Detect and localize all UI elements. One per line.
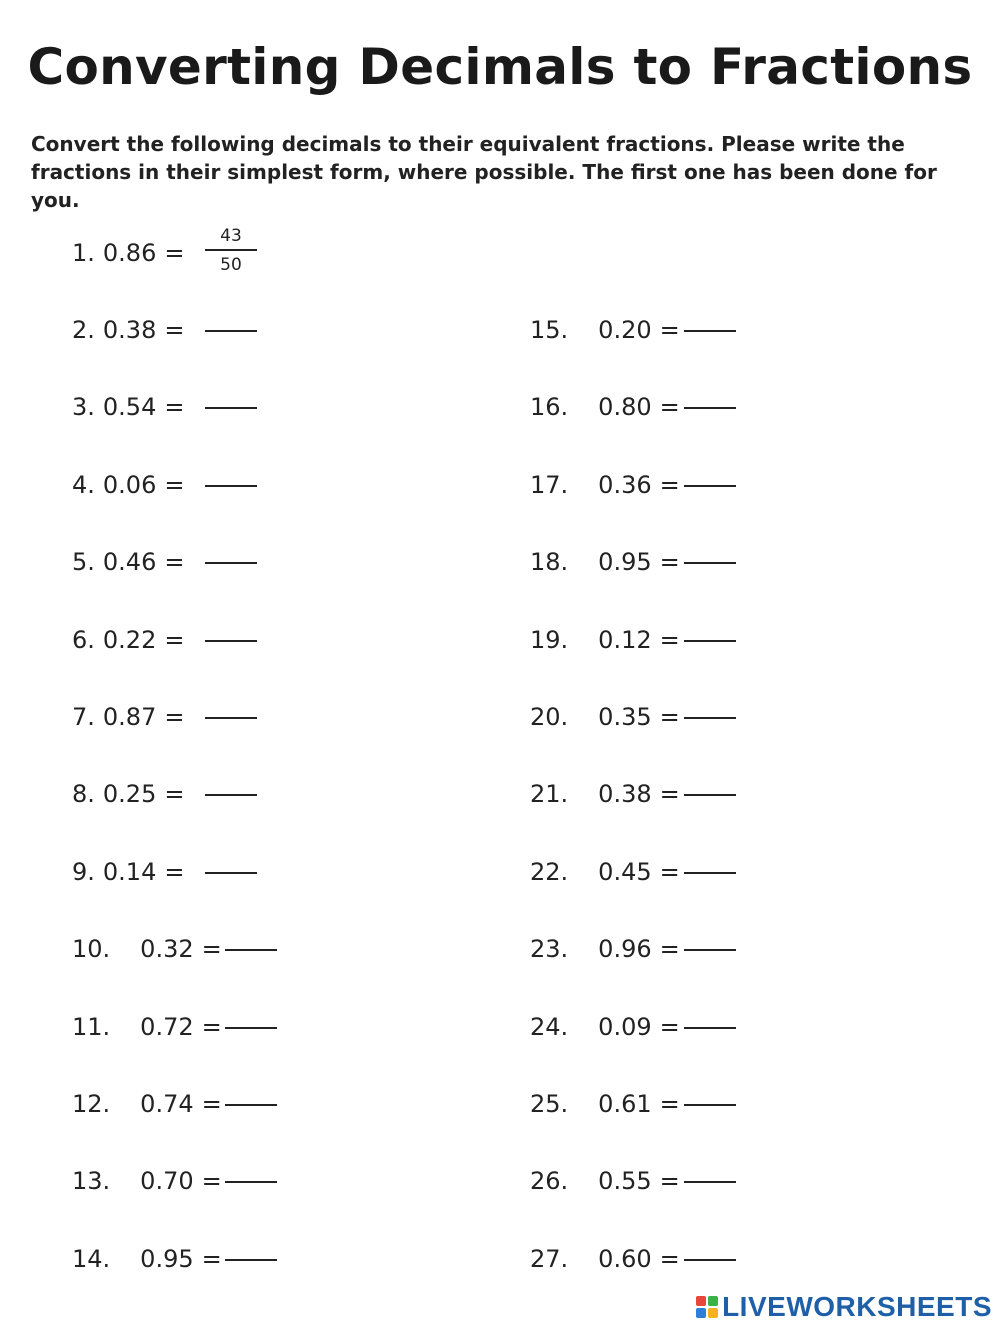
equals-sign: = [201, 1244, 222, 1273]
question-row [72, 547, 184, 577]
question-decimal: 0.32 [140, 935, 194, 964]
question-number: 16. [530, 393, 569, 422]
question-row [72, 1244, 222, 1274]
example-question [72, 238, 184, 268]
question-number: 18. [530, 548, 569, 577]
equals-sign: = [164, 316, 185, 344]
question-row [72, 625, 184, 655]
question-row [72, 315, 184, 345]
question-number: 17. [530, 470, 569, 499]
question-row [530, 470, 680, 500]
equals-sign: = [659, 625, 680, 654]
question-number: 20. [530, 703, 569, 731]
question-decimal: 0.20 [598, 316, 652, 344]
question-decimal: 0.61 [598, 1090, 652, 1118]
question-decimal: 0.14 [102, 857, 157, 886]
fraction-denominator: 50 [220, 255, 242, 275]
answer-blank[interactable] [225, 1027, 277, 1029]
question-decimal: 0.96 [598, 935, 652, 964]
page-title: Converting Decimals to Fractions [27, 38, 973, 96]
answer-blank[interactable] [684, 640, 736, 642]
equals-sign: = [659, 1090, 680, 1118]
question-row [530, 315, 680, 345]
answer-blank[interactable] [225, 1259, 277, 1261]
question-number: 26. [530, 1167, 569, 1196]
fraction-numerator: 43 [220, 226, 242, 246]
question-row [72, 779, 184, 809]
question-decimal: 0.55 [598, 1167, 652, 1196]
question-number: 14. [72, 1244, 111, 1273]
question-decimal: 0.80 [598, 393, 652, 422]
question-decimal: 0.09 [598, 1012, 652, 1041]
question-decimal: 0.45 [598, 857, 652, 886]
question-row [530, 1089, 680, 1119]
question-number: 7. [72, 703, 95, 731]
question-decimal: 0.22 [102, 625, 157, 654]
question-decimal: 0.72 [140, 1012, 194, 1041]
question-number: 19. [530, 625, 569, 654]
equals-sign: = [659, 857, 680, 886]
question-number: 6. [72, 625, 95, 654]
question-number: 2. [72, 316, 95, 344]
question-number: 13. [72, 1167, 111, 1196]
question-decimal: 0.38 [598, 780, 652, 809]
answer-blank[interactable] [205, 330, 257, 332]
question-row [72, 857, 184, 887]
question-number: 27. [530, 1244, 569, 1273]
question-decimal: 0.95 [598, 548, 652, 577]
answer-blank[interactable] [684, 407, 736, 409]
equals-sign: = [201, 1090, 222, 1118]
equals-sign: = [164, 393, 185, 422]
question-number: 4. [72, 470, 95, 499]
equals-sign: = [164, 470, 185, 499]
question-number: 21. [530, 780, 569, 809]
question-row [72, 1012, 222, 1042]
question-number: 11. [72, 1012, 111, 1041]
answer-blank[interactable] [684, 1104, 736, 1106]
question-decimal: 0.60 [598, 1244, 652, 1273]
question-row [530, 702, 680, 732]
question-decimal: 0.12 [598, 625, 652, 654]
question-row [530, 857, 680, 887]
question-number: 15. [530, 316, 569, 344]
equals-sign: = [201, 1012, 222, 1041]
example-fraction [205, 226, 257, 275]
question-decimal: 0.87 [102, 703, 157, 731]
liveworksheets-logo[interactable] [696, 1291, 992, 1323]
equals-sign: = [164, 780, 185, 809]
equals-sign: = [164, 703, 185, 731]
question-number: 1. [72, 239, 95, 267]
question-row [72, 1089, 222, 1119]
equals-sign: = [659, 393, 680, 422]
equals-sign: = [659, 470, 680, 499]
question-decimal: 0.35 [598, 703, 652, 731]
answer-blank[interactable] [684, 1181, 736, 1183]
equals-sign: = [164, 857, 185, 886]
question-row [530, 1166, 680, 1196]
question-row [530, 625, 680, 655]
question-decimal: 0.46 [102, 548, 157, 577]
question-number: 25. [530, 1090, 569, 1118]
answer-blank[interactable] [205, 562, 257, 564]
question-decimal: 0.06 [102, 470, 157, 499]
equals-sign: = [659, 780, 680, 809]
equals-sign: = [659, 548, 680, 577]
answer-blank[interactable] [225, 949, 277, 951]
answer-blank[interactable] [684, 717, 736, 719]
equals-sign: = [164, 625, 185, 654]
question-row [530, 547, 680, 577]
question-row [72, 702, 184, 732]
question-number: 3. [72, 393, 95, 422]
question-decimal: 0.25 [102, 780, 157, 809]
answer-blank[interactable] [684, 949, 736, 951]
equals-sign: = [659, 1012, 680, 1041]
equals-sign: = [659, 316, 680, 344]
equals-sign: = [164, 548, 185, 577]
question-number: 24. [530, 1012, 569, 1041]
question-decimal: 0.36 [598, 470, 652, 499]
question-row [530, 934, 680, 964]
question-number: 12. [72, 1090, 111, 1118]
equals-sign: = [164, 239, 185, 267]
equals-sign: = [659, 1244, 680, 1273]
answer-blank[interactable] [205, 872, 257, 874]
question-row [72, 470, 184, 500]
question-number: 5. [72, 548, 95, 577]
question-row [72, 392, 184, 422]
question-number: 22. [530, 857, 569, 886]
question-row [72, 934, 222, 964]
equals-sign: = [201, 935, 222, 964]
answer-blank[interactable] [225, 1104, 277, 1106]
question-decimal: 0.70 [140, 1167, 194, 1196]
question-row [530, 392, 680, 422]
question-decimal: 0.95 [140, 1244, 194, 1273]
question-row [530, 1244, 680, 1274]
question-decimal: 0.38 [102, 316, 157, 344]
logo-text: LIVEWORKSHEETS [722, 1291, 992, 1322]
answer-blank[interactable] [684, 794, 736, 796]
question-number: 8. [72, 780, 95, 809]
answer-blank[interactable] [225, 1181, 277, 1183]
answer-blank[interactable] [684, 1027, 736, 1029]
question-number: 10. [72, 935, 111, 964]
answer-blank[interactable] [684, 872, 736, 874]
answer-blank[interactable] [684, 562, 736, 564]
liveworksheets-logo-icon [696, 1296, 718, 1318]
question-row [530, 1012, 680, 1042]
question-decimal: 0.86 [102, 239, 157, 267]
equals-sign: = [201, 1167, 222, 1196]
answer-blank[interactable] [684, 330, 736, 332]
answer-blank[interactable] [205, 794, 257, 796]
question-row [530, 779, 680, 809]
answer-blank[interactable] [205, 640, 257, 642]
instructions: Convert the following decimals to their equivalent fractions. Please write the fractions in their simplest form, where possible. The first one has been done for you. [31, 132, 937, 212]
equals-sign: = [659, 703, 680, 731]
question-row [72, 1166, 222, 1196]
answer-blank[interactable] [684, 485, 736, 487]
answer-blank[interactable] [684, 1259, 736, 1261]
question-number: 23. [530, 935, 569, 964]
equals-sign: = [659, 1167, 680, 1196]
answer-blank[interactable] [205, 485, 257, 487]
question-number: 9. [72, 857, 95, 886]
answer-blank[interactable] [205, 717, 257, 719]
equals-sign: = [659, 935, 680, 964]
fraction-bar [205, 249, 257, 251]
answer-blank[interactable] [205, 407, 257, 409]
question-decimal: 0.54 [102, 393, 157, 422]
question-decimal: 0.74 [140, 1090, 194, 1118]
